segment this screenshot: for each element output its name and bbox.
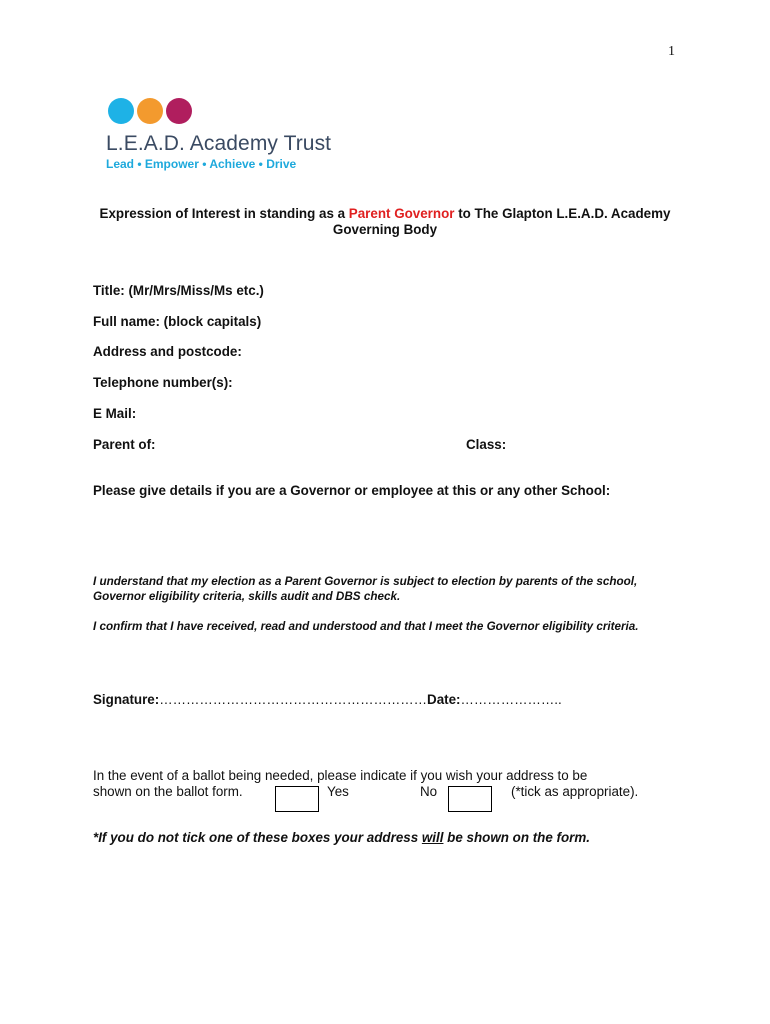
- date-blank[interactable]: …………………..: [460, 692, 562, 707]
- logo-dot-blue: [108, 98, 134, 124]
- logo-name: L.E.A.D. Academy Trust: [106, 132, 332, 155]
- yes-tick-box[interactable]: [275, 786, 319, 812]
- ballot-question: In the event of a ballot being needed, please indicate if you wish your address to be: [93, 768, 588, 783]
- election-statement: I understand that my election as a Parent Governor is subject to election by parents of the school, Governor eligibility criteria, skills audit and DBS check.: [93, 575, 638, 603]
- logo-tagline: Lead • Empower • Achieve • Drive: [106, 157, 297, 171]
- heading-text-start: Expression of Interest in standing as a: [99, 206, 349, 221]
- class-field-label[interactable]: Class:: [466, 437, 507, 452]
- no-tick-box[interactable]: [448, 786, 492, 812]
- heading-highlight: Parent Governor: [348, 206, 455, 221]
- footnote-end: be shown on the form.: [443, 830, 591, 845]
- telephone-field-label[interactable]: Telephone number(s):: [93, 375, 233, 390]
- lead-academy-logo: [106, 98, 332, 171]
- signature-label: Signature:: [93, 692, 160, 707]
- footnote-emphasis: will: [421, 830, 444, 845]
- heading-text-end: to The Glapton L.E.A.D. Academy Governing Body: [332, 206, 671, 237]
- signature-line[interactable]: [93, 692, 562, 707]
- yes-label: Yes: [327, 784, 349, 799]
- address-field-label[interactable]: Address and postcode:: [93, 344, 242, 359]
- ballot-question-continued: shown on the ballot form.: [93, 784, 243, 799]
- footnote-start: *If you do not tick one of these boxes your address: [93, 830, 422, 845]
- no-label: No: [420, 784, 438, 799]
- logo-dot-orange: [137, 98, 163, 124]
- logo-dots: [108, 98, 326, 125]
- parent-of-field-label[interactable]: Parent of:: [93, 437, 156, 452]
- email-field-label[interactable]: E Mail:: [93, 406, 137, 421]
- eligibility-confirmation: I confirm that I have received, read and understood and that I meet the Governor eligibility criteria.: [93, 620, 639, 633]
- logo-dot-maroon: [166, 98, 192, 124]
- full-name-field-label[interactable]: Full name: (block capitals): [93, 314, 262, 329]
- date-label: Date:: [427, 692, 461, 707]
- page-number: 1: [668, 44, 675, 59]
- signature-blank[interactable]: ……………………………………………………: [159, 692, 428, 707]
- form-heading: [90, 206, 680, 238]
- address-footnote: [93, 830, 590, 845]
- title-field-label[interactable]: Title: (Mr/Mrs/Miss/Ms etc.): [93, 283, 264, 298]
- details-prompt[interactable]: Please give details if you are a Governor or employee at this or any other School:: [93, 483, 611, 498]
- tick-note: (*tick as appropriate).: [511, 784, 639, 799]
